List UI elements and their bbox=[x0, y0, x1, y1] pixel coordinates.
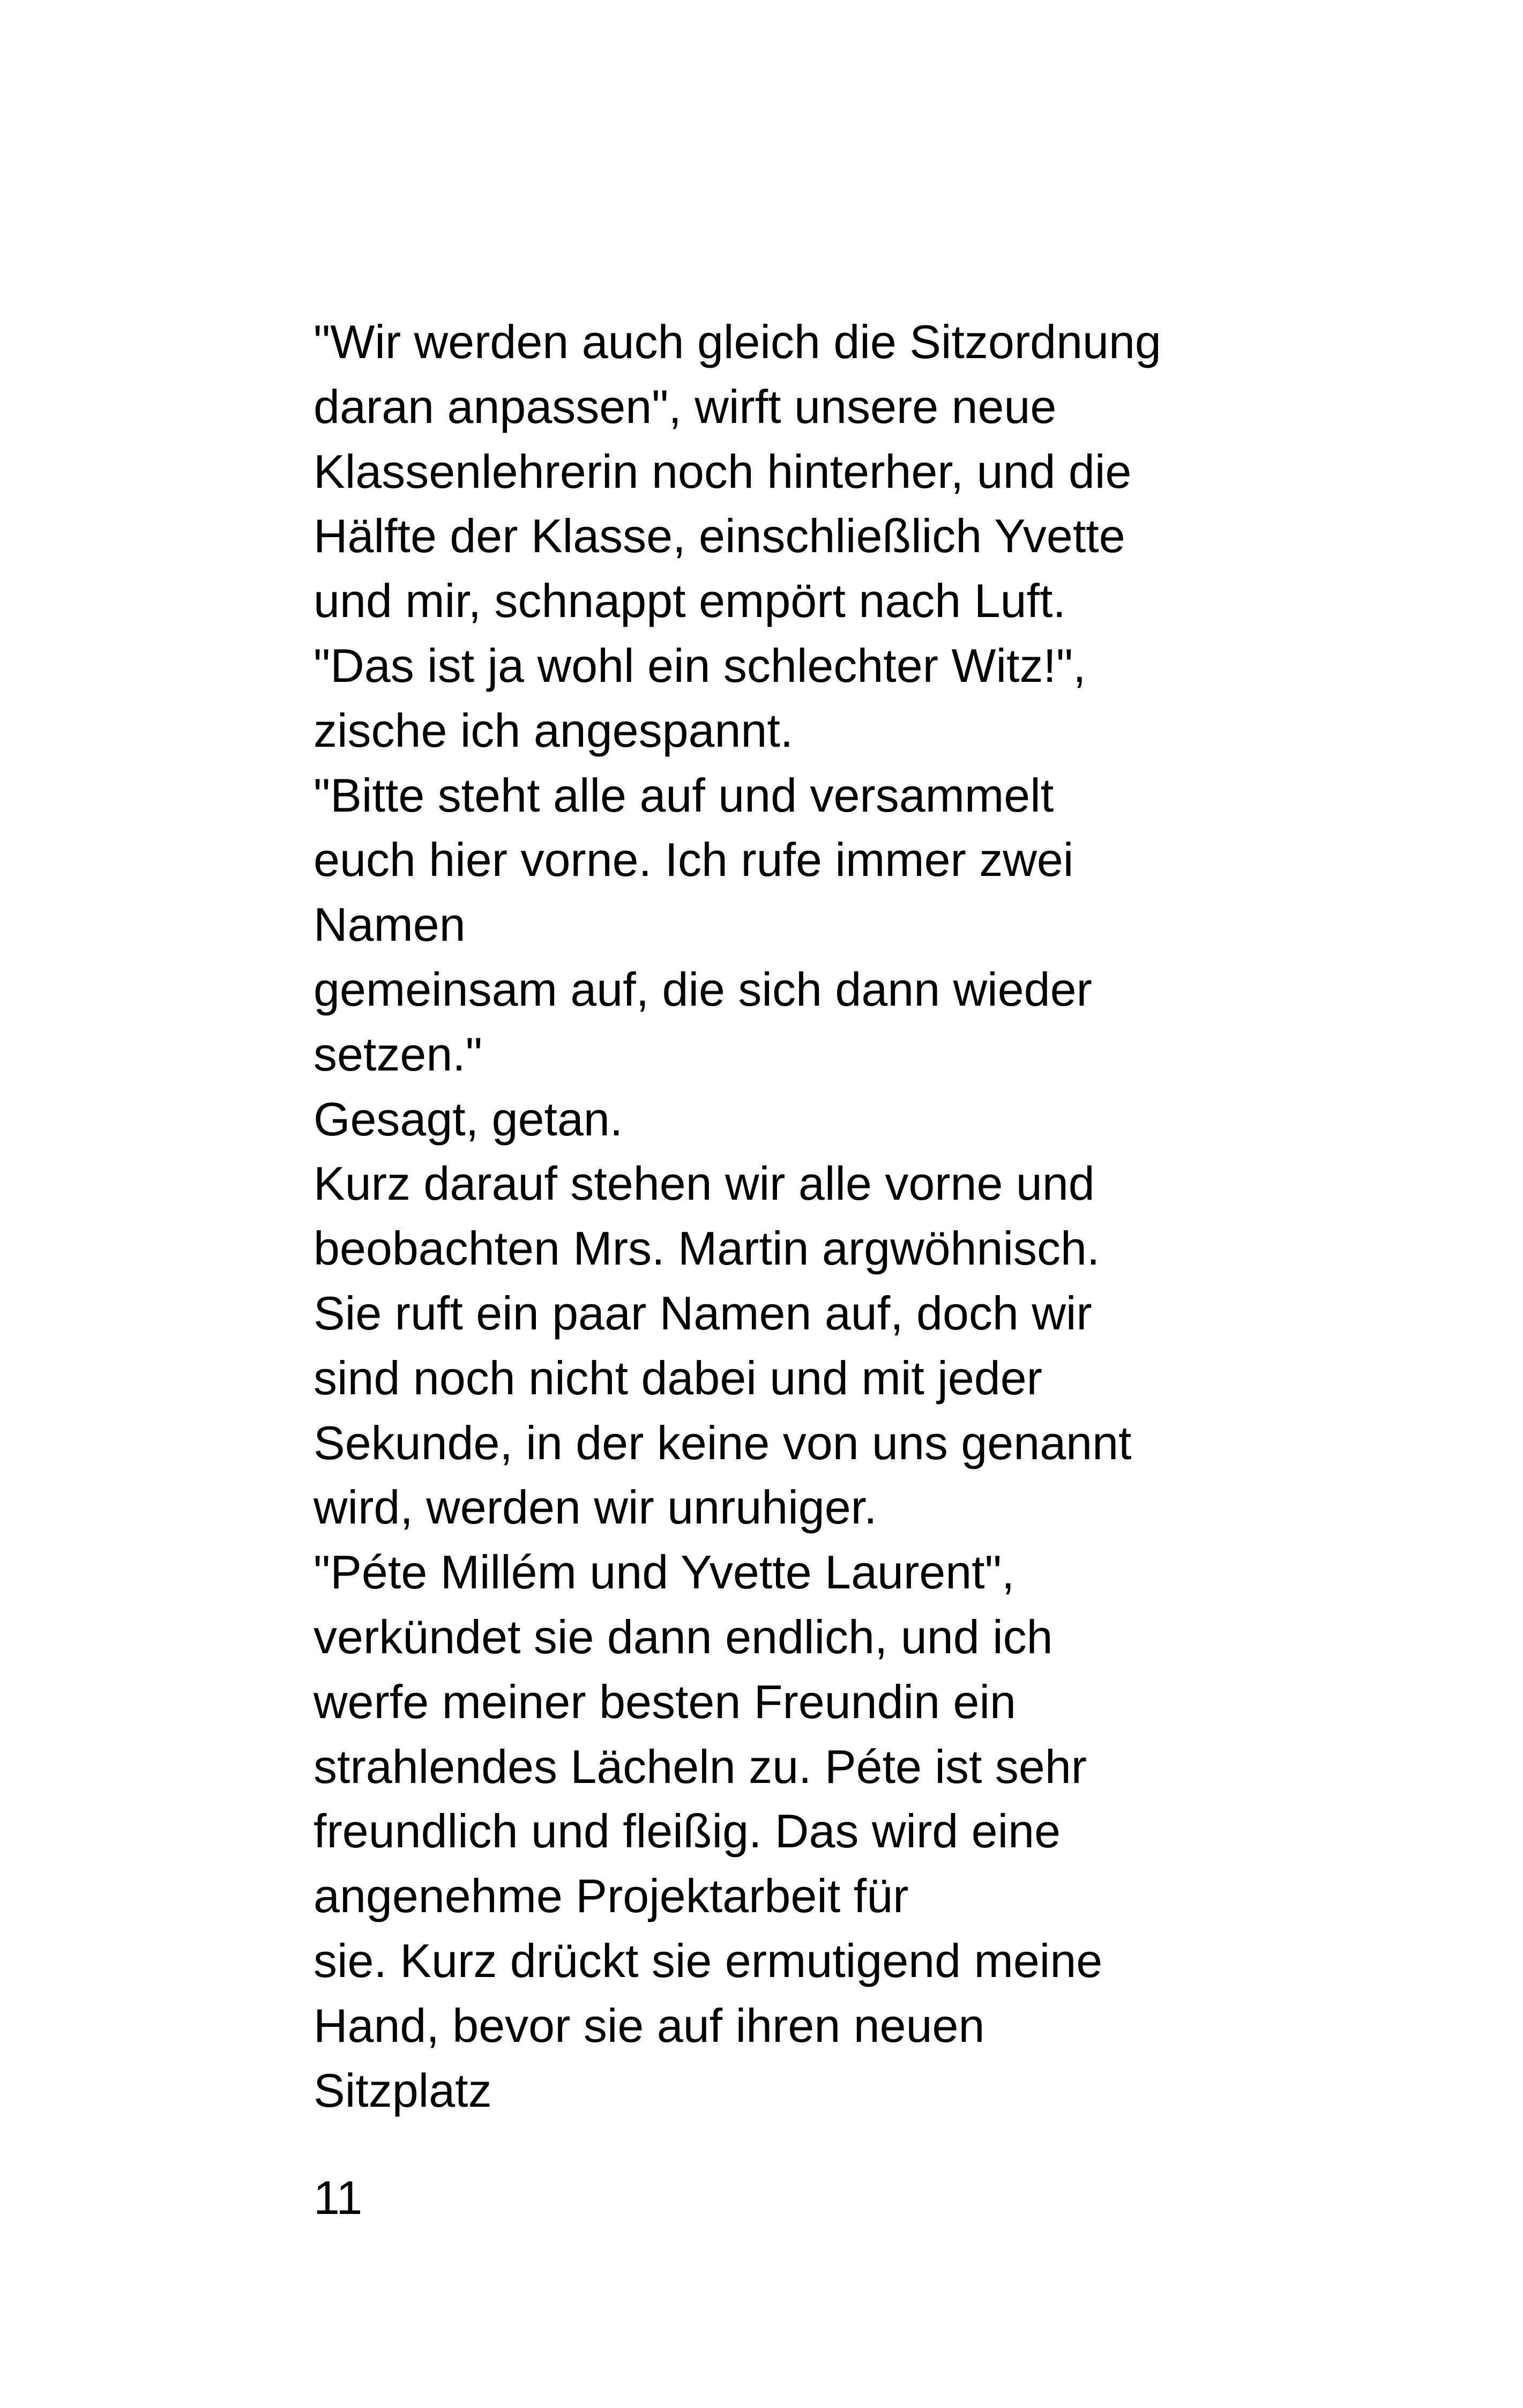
text-line: Sie ruft ein paar Namen auf, doch wir bbox=[313, 1286, 1092, 1340]
text-line: beobachten Mrs. Martin argwöhnisch. bbox=[313, 1222, 1100, 1275]
text-line: Hälfte der Klasse, einschließlich Yvette bbox=[313, 509, 1125, 563]
text-line: Hand, bevor sie auf ihren neuen bbox=[313, 1998, 985, 2052]
text-line: Kurz darauf stehen wir alle vorne und bbox=[313, 1157, 1095, 1210]
text-line: euch hier vorne. Ich rufe immer zwei bbox=[313, 833, 1074, 887]
text-line: gemeinsam auf, die sich dann wieder bbox=[313, 962, 1092, 1016]
text-line: strahlendes Lächeln zu. Péte ist sehr bbox=[313, 1740, 1087, 1793]
text-line: sind noch nicht dabei und mit jeder bbox=[313, 1351, 1042, 1404]
text-line: freundlich und fleißig. Das wird eine bbox=[313, 1804, 1061, 1858]
text-line: zische ich angespannt. bbox=[313, 703, 794, 757]
text-line: Sitzplatz bbox=[313, 2063, 492, 2117]
text-line: "Das ist ja wohl ein schlechter Witz!", bbox=[313, 638, 1086, 692]
text-line: werfe meiner besten Freundin ein bbox=[313, 1675, 1016, 1728]
text-line: angenehme Projektarbeit für bbox=[313, 1869, 909, 1923]
text-line: "Péte Millém und Yvette Laurent", bbox=[313, 1545, 1015, 1599]
text-line: Namen bbox=[313, 898, 466, 952]
text-line: wird, werden wir unruhiger. bbox=[313, 1481, 877, 1534]
text-line: Klassenlehrerin noch hinterher, und die bbox=[313, 444, 1132, 498]
text-line: sie. Kurz drückt sie ermutigend meine bbox=[313, 1934, 1103, 1987]
text-line: "Wir werden auch gleich die Sitzordnung bbox=[313, 315, 1161, 368]
text-line: daran anpassen", wirft unsere neue bbox=[313, 380, 1057, 433]
text-line: setzen." bbox=[313, 1027, 482, 1081]
text-line: Gesagt, getan. bbox=[313, 1092, 623, 1146]
text-line: und mir, schnappt empört nach Luft. bbox=[313, 574, 1066, 628]
body-text bbox=[313, 310, 1439, 2123]
text-line: "Bitte steht alle auf und versammelt bbox=[313, 768, 1054, 822]
text-line: Sekunde, in der keine von uns genannt bbox=[313, 1416, 1132, 1469]
page-number: 11 bbox=[313, 2171, 363, 2224]
text-line: verkündet sie dann endlich, und ich bbox=[313, 1610, 1053, 1663]
